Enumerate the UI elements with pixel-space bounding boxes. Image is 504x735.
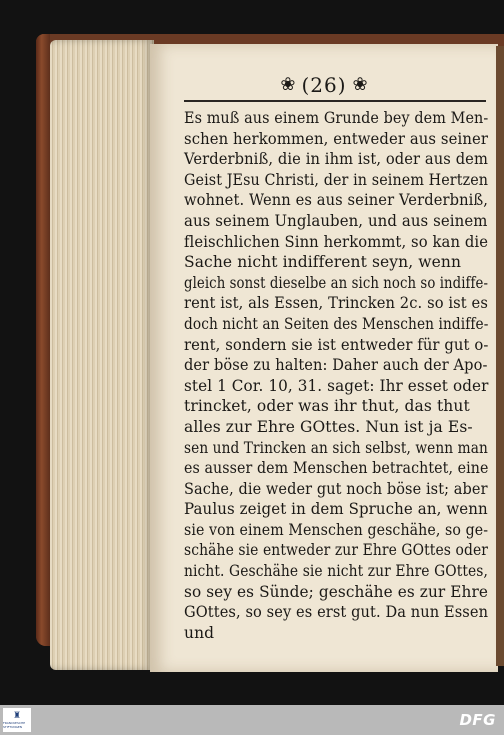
text-line: rent ist, als Essen, Trincken 2c. so ist es [184, 294, 488, 313]
text-line: Paulus zeiget in dem Spruche an, wenn [184, 500, 488, 519]
library-logo-text: FRANCKESCHE STIFTUNGEN [3, 720, 26, 729]
text-line: Geist JEsu Christi, der in seinem Hertzen [184, 170, 489, 189]
text-line: schen herkommen, entweder aus seiner [184, 129, 489, 148]
library-logo-icon: ♜ [12, 710, 22, 721]
flower-ornament-icon: ❀ [352, 74, 368, 95]
text-line: alles zur Ehre GOttes. Nun ist ja Es- [184, 417, 473, 436]
text-line: es ausser dem Menschen betrachtet, eine [184, 459, 489, 478]
text-line: GOttes, so sey es erst gut. Da nun Essen [184, 603, 489, 622]
text-line: Sache, die weder gut noch böse ist; aber [184, 479, 488, 498]
text-line: fleischlichen Sinn herkommt, so kan die [184, 232, 489, 251]
page-edges [50, 40, 154, 670]
page-gutter [496, 46, 504, 666]
text-line: stel 1 Cor. 10, 31. saget: Ihr esset oder [184, 376, 489, 395]
header-rule [184, 100, 486, 102]
text-line: und [184, 623, 215, 642]
page-header [150, 72, 498, 98]
text-line: Verderbniß, die in ihm ist, oder aus dem [184, 150, 488, 169]
text-line: wohnet. Wenn es aus seiner Verderbniß, [184, 191, 489, 210]
text-line: Es muß aus einem Grunde bey dem Men- [184, 109, 489, 127]
text-line: so sey es Sünde; geschähe es zur Ehre [184, 582, 489, 601]
viewer-footer-bar [0, 705, 504, 735]
body-text [184, 108, 488, 643]
text-line: gleich sonst dieselbe an sich noch so indiffe- [184, 273, 489, 292]
text-line: Sache nicht indifferent seyn, wenn [184, 253, 462, 272]
text-line: rent, sondern sie ist entweder für gut o- [184, 335, 489, 354]
text-line: der böse zu halten: Daher auch der Apo- [184, 356, 488, 375]
text-line: schähe sie entweder zur Ehre GOttes oder [184, 541, 489, 560]
text-line: trincket, oder was ihr thut, das thut [184, 397, 470, 416]
library-logo[interactable] [3, 708, 31, 732]
page-number: (26) [301, 73, 347, 97]
text-line: nicht. Geschähe sie nicht zur Ehre GOttes, [184, 562, 489, 581]
flower-ornament-icon: ❀ [280, 74, 296, 95]
text-line: sen und Trincken an sich selbst, wenn man [184, 438, 488, 457]
book-spine-edge [36, 34, 50, 646]
text-line: doch nicht an Seiten des Menschen indiffe- [184, 314, 489, 333]
dfg-logo[interactable]: DFG [459, 711, 496, 729]
text-line: sie von einem Menschen geschähe, so ge- [184, 520, 489, 539]
text-line: aus seinem Unglauben, und aus seinem [184, 211, 488, 230]
